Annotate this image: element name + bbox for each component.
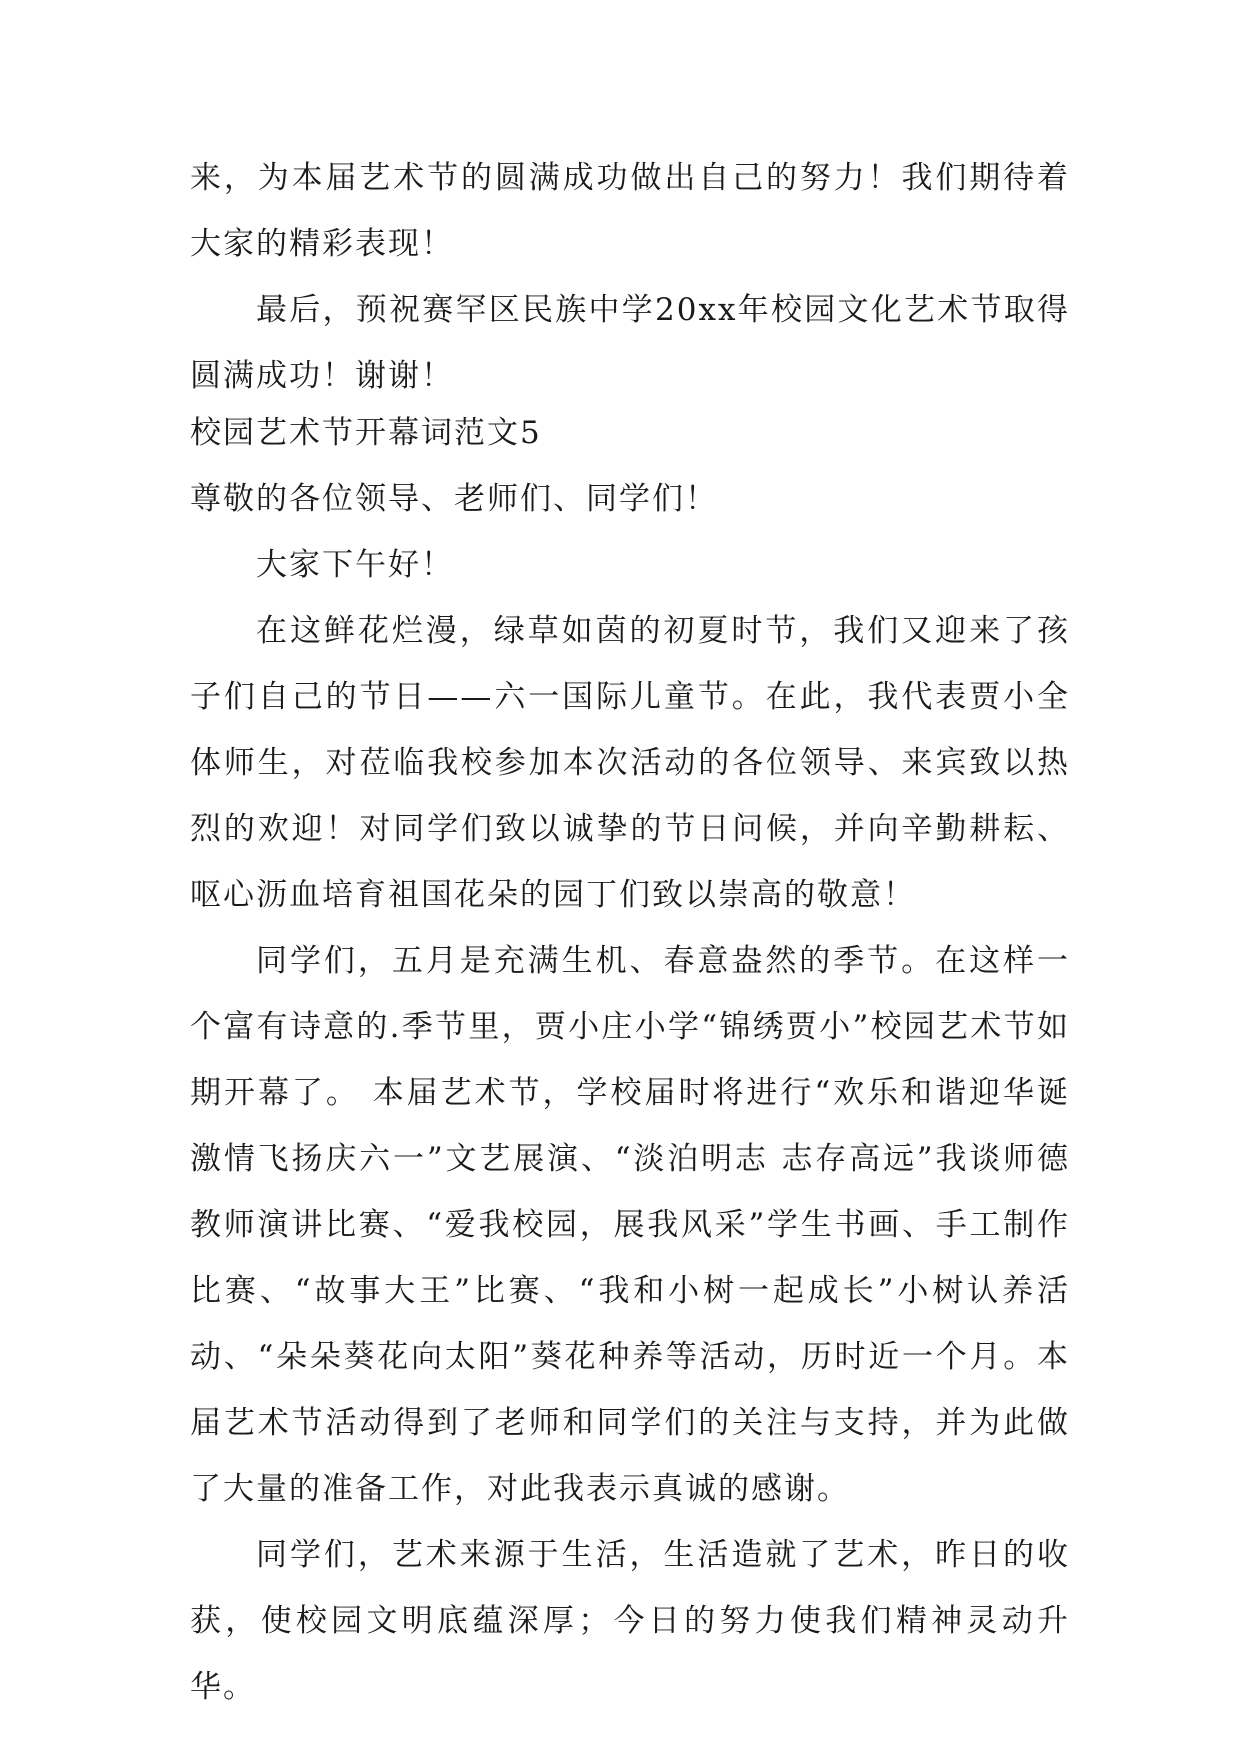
salutation: 尊敬的各位领导、老师们、同学们！ [190,481,718,517]
section-block [190,400,1070,1720]
body-paragraph-2: 同学们，五月是充满生机、春意盎然的季节。在这样一个富有诗意的.季节里，贾小庄小学“锦绣贾小”校园艺术节如期开幕了。 本届艺术节，学校届时将进行“欢乐和谐迎华诞 激情飞扬庆六一”文艺展演、“淡泊明志 志存高远”我谈师德教师演讲比赛、“爱我校园，展我风采”学生书画、手工制作比赛、“故事大王”比赛、“我和小树一起成长”小树认养活动、“朵朵葵花向太阳”葵花种养等活动，历时近一个月。本届艺术节活动得到了老师和同学们的关注与支持，并为此做了大量的准备工作，对此我表示真诚的感谢。 [190,943,1070,1507]
continuation-paragraph: 来，为本届艺术节的圆满成功做出自己的努力！我们期待着大家的精彩表现！ [190,160,1070,262]
body-paragraph-1: 在这鲜花烂漫，绿草如茵的初夏时节，我们又迎来了孩子们自己的节日——六一国际儿童节。在此，我代表贾小全体师生，对莅临我校参加本次活动的各位领导、来宾致以热烈的欢迎！对同学们致以诚挚的节日问候，并向辛勤耕耘、呕心沥血培育祖国花朵的园丁们致以崇高的敬意！ [190,613,1070,913]
top-block [190,145,1070,409]
section-title: 校园艺术节开幕词范文5 [190,415,542,451]
body-paragraph-3: 同学们，艺术来源于生活，生活造就了艺术，昨日的收获，使校园文明底蕴深厚；今日的努力使我们精神灵动升华。 [190,1537,1070,1705]
closing-paragraph: 最后，预祝赛罕区民族中学20xx年校园文化艺术节取得圆满成功！谢谢！ [190,292,1070,394]
greeting: 大家下午好！ [256,547,454,583]
